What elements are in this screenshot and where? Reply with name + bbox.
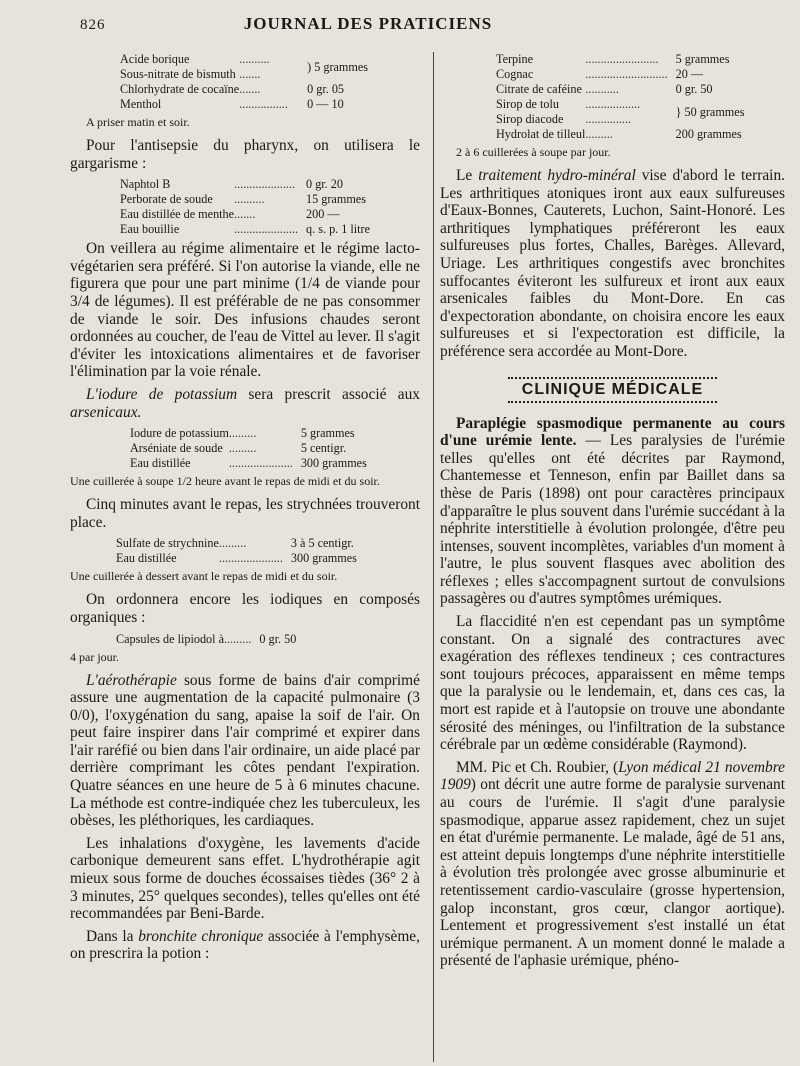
prescription-iodide bbox=[130, 426, 367, 471]
rx-line: Citrate de caféine ........... 0 gr. 50 bbox=[496, 82, 713, 96]
rx-line: Arséniate de soude ......... 5 centigr. bbox=[130, 441, 347, 456]
paragraph: Paraplégie spasmodique permanente au cours d'une urémie lente. — Les paralysies de l'urémie telles qu'elles ont été décrites par Raymond, Chantemesse et Tenneson, enfin par Baillet dans sa thèse de Paris (1898) ont pour caractères principaux d'apparaître le plus souvent dans l'urémie succédant à la néphrite interstitielle à évolution prolongée, d'être peu intenses, souvent incomplètes, variables d'un moment à l'autre, le plus souvent flasques avec abolition des réflexes ; elles s'accompagnent surtout de convulsions passagères ou d'autres symptômes urémiques. bbox=[440, 414, 785, 608]
running-head bbox=[80, 14, 776, 36]
prescription-potion bbox=[496, 52, 744, 142]
journal-title: JOURNAL DES PRATICIENS bbox=[243, 14, 493, 33]
rx-line: Cognac ........................... 20 — bbox=[496, 67, 704, 81]
rx-instruction: A priser matin et soir. bbox=[86, 115, 190, 129]
rx-instruction: Une cuillerée à soupe 1/2 heure avant le repas de midi et du soir. bbox=[70, 474, 380, 489]
left-column bbox=[70, 50, 420, 968]
prescription-snuff bbox=[120, 52, 368, 112]
paragraph: MM. Pic et Ch. Roubier, (Lyon médical 21 novembre 1909) ont décrit une autre forme de paralysie survenant au cours de l'urémie. Il s'agit d'une paralysie spasmodique, apparue assez rapidement, chez un sujet en état d'urémie permanente. Le malade, âgé de 51 ans, est atteint depuis longtemps d'une néphrite interstitielle à évolution très prolongée avec grosse albuminurie et retentissement cardio-vasculaire (grosse hypertension, galop inconstant, gros cœur, clangor aortique). Lentement et progressivement s'est installé un état urémique permanent. A un moment donné le malade a présenté de l'aphasie urémique, phéno- bbox=[440, 758, 785, 970]
prescription-strychnine bbox=[116, 536, 357, 566]
rx-line: Menthol ................ 0 — 10 bbox=[120, 97, 344, 111]
rx-line: Eau distillée ..................... 300 grammes bbox=[116, 551, 357, 566]
paragraph: Pour l'antisepsie du pharynx, on utilisera le gargarisme : bbox=[70, 137, 420, 172]
rx-line: Eau bouillie ..................... q. s. p. 1 litre bbox=[120, 222, 371, 237]
rx-line: Sous-nitrate de bismuth ....... bbox=[120, 67, 261, 81]
rx-line: Perborate de soude .......... 15 grammes bbox=[120, 192, 366, 207]
rx-line: Eau distillée de menthe ....... 200 — bbox=[120, 207, 340, 222]
rx-instruction: 2 à 6 cuillerées à soupe par jour. bbox=[456, 145, 611, 159]
rx-line: Sirop de tolu .................. } 50 grammes bbox=[496, 97, 745, 119]
rx-line: Capsules de lipiodol à ......... 0 gr. 50 bbox=[116, 631, 297, 646]
paragraph: On ordonnera encore les iodiques en composés organiques : bbox=[70, 591, 420, 626]
rx-line: Sulfate de strychnine ......... 3 à 5 centigr. bbox=[116, 536, 354, 551]
paragraph: On veillera au régime alimentaire et le régime lacto-végétarien sera préféré. Si l'on autorise la viande, elle ne figurera que pour une part minime (1/4 de viande pour 3/4 de légumes). Il est préférable de ne pas consommer de viande le soir. Des infusions chaudes seront ordonnées au coucher, de l'eau de Vittel au lever. Il s'agit d'éviter les intoxications alimentaires et de favoriser l'élimination par la voie rénale. bbox=[70, 240, 420, 381]
paragraph: Le traitement hydro-minéral vise d'abord le terrain. Les arthritiques atoniques iront aux eaux sulfureuses d'Eaux-Bonnes, Cauterets, Luchon, Saint-Honoré. Les arthritiques lymphatiques préféreront les eaux sulfureuses plus fortes, Challes, Barèges. Allevard, Uriage. Les arthritiques congestifs avec bronchites suffocantes éviteront les sulfureux et iront aux eaux arsenicales faibles du Mont-Dore. En cas d'expectoration abondante, on choisira encore les eaux sulfureuses et si l'expectoration est difficile, la préférence sera accordée au Mont-Dore. bbox=[440, 167, 785, 360]
rx-line: Sirop diacode ............... bbox=[496, 112, 632, 126]
prescription-gargle bbox=[120, 177, 370, 237]
column-rule bbox=[433, 52, 434, 1062]
paragraph: Les inhalations d'oxygène, les lavements d'acide carbonique demeurent sans effet. L'hydrothérapie agit mieux sous forme de douches écossaises tièdes (36° 2 à 3 minutes, 25° quelques secondes), telles qu'elles ont été recommandées par Beni-Barde. bbox=[70, 834, 420, 923]
paragraph: Cinq minutes avant le repas, les strychnées trouveront place. bbox=[70, 496, 420, 531]
rx-line: Hydrolat de tilleul ......... 200 grammes bbox=[496, 127, 742, 141]
prescription-lipiodol bbox=[116, 632, 296, 647]
rx-line: Eau distillée ..................... 300 grammes bbox=[130, 456, 367, 471]
rx-line: Iodure de potassium ......... 5 grammes bbox=[130, 426, 355, 441]
paragraph: L'aérothérapie sous forme de bains d'air comprimé assure une augmentation de la capacité pulmonaire (3 0/0), l'oxygénation du sang, apaise la soif de l'air. On peut faire inspirer dans l'air comprimé et expirer dans l'air raréfié ou bien dans l'air ordinaire, un aide placé par derrière comprimant les côtes pendant l'expiration. Quatre séances en une heure de 5 à 6 minutes chacune. La méthode est contre-indiquée chez les tuberculeux, les obèses, les pléthoriques, les cardiaques. bbox=[70, 671, 420, 830]
article-title: Paraplégie spasmodique permanente au cours d'une urémie lente. bbox=[440, 414, 785, 450]
rx-line: Terpine ........................ 5 grammes bbox=[496, 52, 730, 66]
paragraph: Dans la bronchite chronique associée à l'emphysème, on prescrira la potion : bbox=[70, 927, 420, 963]
rx-line: Naphtol B .................... 0 gr. 20 bbox=[120, 177, 343, 192]
section-heading: CLINIQUE MÉDICALE bbox=[440, 377, 785, 403]
paragraph: L'iodure de potassium sera prescrit associé aux arsenicaux. bbox=[70, 385, 420, 421]
right-column bbox=[440, 50, 785, 975]
rx-instruction: Une cuillerée à dessert avant le repas de midi et du soir. bbox=[70, 569, 338, 584]
rx-line: Acide borique .......... ) 5 grammes bbox=[120, 52, 369, 74]
paragraph: La flaccidité n'en est cependant pas un symptôme constant. On a signalé des contractures avec exagération des réflexes tendineux ; ces contractures sont toujours précoces, apparaissent en même temps que la paralysie ou le lendemain, et, dans ces cas, la mort est rapide et à l'autopsie on trouve une abondante sérosité des méninges, ou l'infiltration de la substance cérébrale par un œdème considérable (Raymond). bbox=[440, 613, 785, 754]
rx-line: Chlorhydrate de cocaïne ....... 0 gr. 05 bbox=[120, 82, 345, 96]
rx-instruction: 4 par jour. bbox=[70, 649, 119, 664]
page-number: 826 bbox=[80, 17, 106, 33]
